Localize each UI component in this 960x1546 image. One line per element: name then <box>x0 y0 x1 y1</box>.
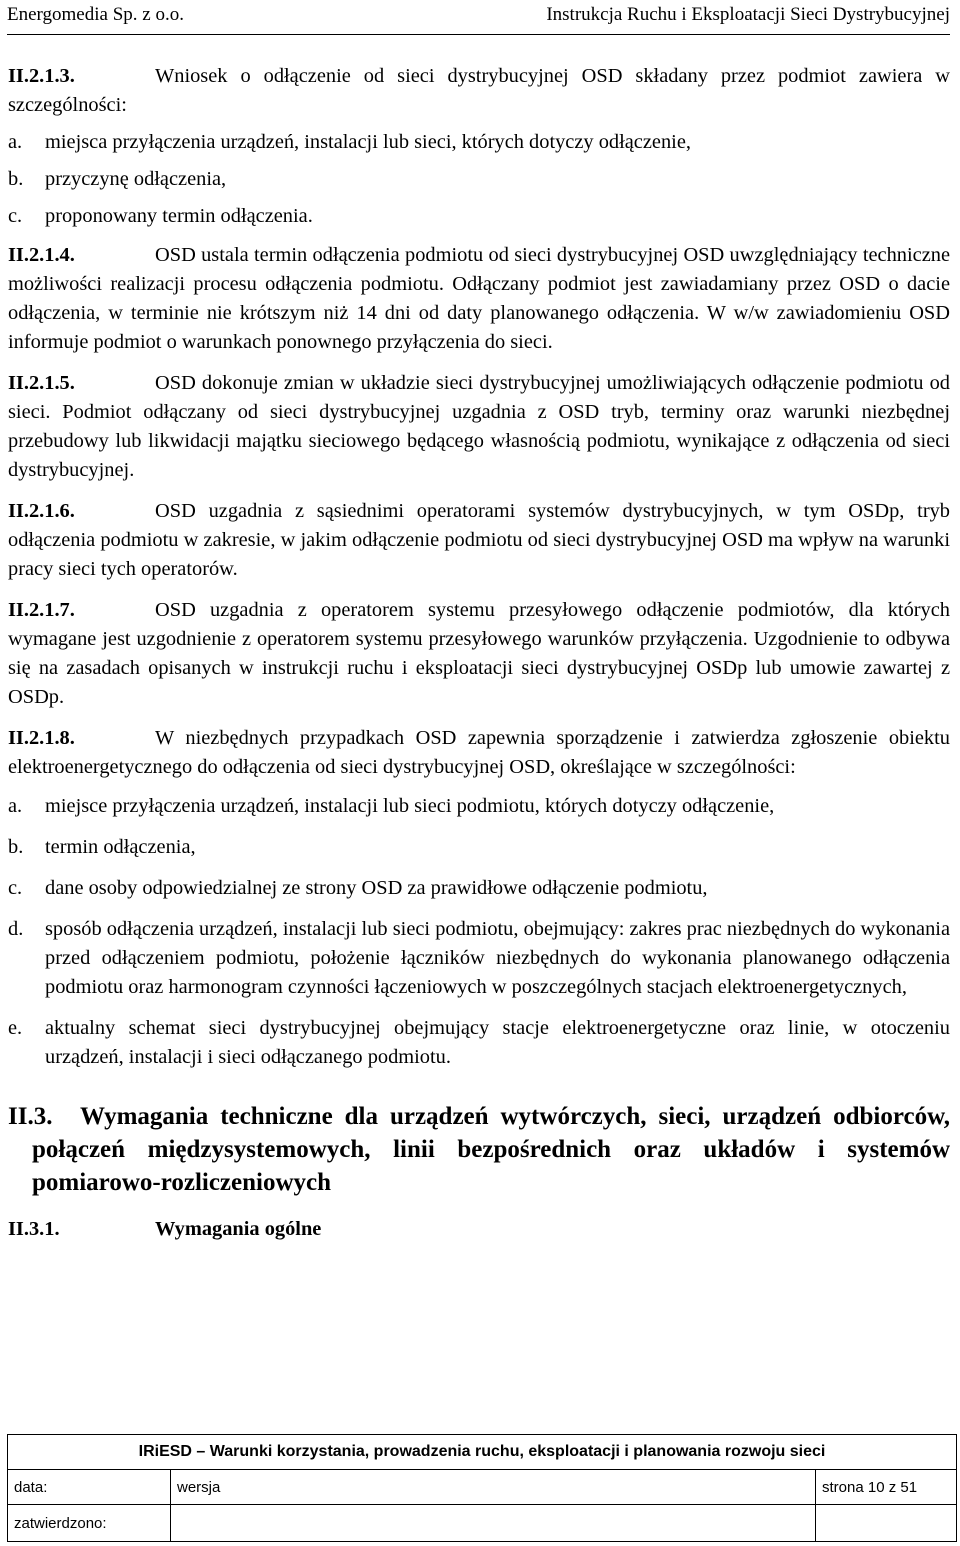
paragraph-text: OSD ustala termin odłączenia podmiotu od sieci dystrybucyjnej OSD uwzględniający techniczne możliwości realizacji procesu odłączenia podmiotu. Odłączany podmiot jest zawiadamiany przez OSD o dacie odłączenia, w terminie nie krótszym niż 14 dni od daty planowanego odłączenia. W w/w zawiadomieniu OSD informuje podmiot o warunkach ponownego przyłączenia do sieci. <box>8 244 950 353</box>
list-text: termin odłączenia, <box>45 836 196 858</box>
list-letter: c. <box>8 205 23 227</box>
list-letter: b. <box>8 168 24 190</box>
paragraph-text: OSD uzgadnia z operatorem systemu przesyłowego odłączenie podmiotów, dla których wymagane jest uzgodnienie z operatorem systemu przesyłowego warunków przyłączenia. Uzgodnienie to odbywa się na zasadach opisanych w instrukcji ruchu i eksploatacji sieci dystrybucyjnej OSDp lub umowie zawartej z OSDp. <box>8 599 950 708</box>
list-letter: a. <box>8 795 23 817</box>
list-text: sposób odłączenia urządzeń, instalacji lub sieci podmiotu, obejmujący: zakres prac niezbędnych do wykonania przed odłączeniem podmiotu, położenie łączników niezbędnych do wykonania planowanego odłączenia podmiotu oraz harmonogram czynności łączeniowych w poszczególnych stacjach elektroenergetycznych, <box>45 918 950 998</box>
header-document-title: Instrukcja Ruchu i Eksploatacji Sieci Dystrybucyjnej <box>546 4 950 25</box>
footer-title: IRiESD – Warunki korzystania, prowadzenia ruchu, eksploatacji i planowania rozwoju sieci <box>8 1435 957 1470</box>
list-item <box>8 915 950 1002</box>
list-text: miejsce przyłączenia urządzeń, instalacji lub sieci podmiotu, których dotyczy odłączenie, <box>45 795 775 817</box>
section-number: II.3. <box>8 1103 53 1130</box>
list-2-1-3 <box>8 128 950 231</box>
page-header <box>7 0 950 35</box>
paragraph-text: OSD uzgadnia z sąsiednimi operatorami systemów dystrybucyjnych, w tym OSDp, tryb odłączenia podmiotu w zakresie, w jakim odłączenie podmiotu od sieci dystrybucyjnej OSD ma wpływ na warunki pracy sieci tych operatorów. <box>8 500 950 580</box>
paragraph-number: II.2.1.5. <box>8 372 75 394</box>
list-item <box>8 202 950 231</box>
list-text: proponowany termin odłączenia. <box>45 205 313 227</box>
paragraph-2-1-4 <box>8 241 950 357</box>
paragraph-2-1-7 <box>8 596 950 712</box>
paragraph-text: W niezbędnych przypadkach OSD zapewnia sporządzenie i zatwierdza zgłoszenie obiektu elektroenergetycznego do odłączenia od sieci dystrybucyjnej OSD, określające w szczególności: <box>8 727 950 778</box>
footer-date-label: data: <box>8 1470 171 1505</box>
subsection-title-text: Wymagania ogólne <box>155 1218 322 1240</box>
list-item <box>8 792 950 821</box>
footer-page-number: strona 10 z 51 <box>816 1470 957 1505</box>
section-heading <box>8 1100 950 1199</box>
paragraph-number: II.2.1.3. <box>8 65 75 87</box>
list-item <box>8 1014 950 1072</box>
footer-empty-cell <box>816 1505 957 1542</box>
list-letter: b. <box>8 836 24 858</box>
list-item <box>8 874 950 903</box>
paragraph-2-1-5 <box>8 369 950 485</box>
list-letter: d. <box>8 918 24 940</box>
paragraph-number: II.2.1.8. <box>8 727 75 749</box>
list-item <box>8 128 950 157</box>
list-letter: e. <box>8 1017 23 1039</box>
paragraph-2-1-8 <box>8 724 950 782</box>
list-text: aktualny schemat sieci dystrybucyjnej obejmujący stacje elektroenergetyczne oraz linie, w otoczeniu urządzeń, instalacji i sieci odłączanego podmiotu. <box>45 1017 950 1068</box>
list-item <box>8 165 950 194</box>
paragraph-2-1-3 <box>8 62 950 120</box>
list-text: dane osoby odpowiedzialnej ze strony OSD za prawidłowe odłączenie podmiotu, <box>45 877 708 899</box>
paragraph-text: OSD dokonuje zmian w układzie sieci dystrybucyjnej umożliwiających odłączenie podmiotu od sieci. Podmiot odłączany od sieci dystrybucyjnej uzgadnia z OSD tryb, terminy oraz warunki niezbędnej przebudowy lub likwidacji majątku sieciowego będącego własnością podmiotu, wynikające z odłączenia od sieci dystrybucyjnej. <box>8 372 950 481</box>
subsection-heading <box>8 1215 950 1244</box>
subsection-number: II.3.1. <box>8 1218 60 1240</box>
footer-empty-cell <box>171 1505 816 1542</box>
list-text: przyczynę odłączenia, <box>45 168 227 190</box>
document-body <box>8 62 950 1244</box>
page-footer <box>7 1434 957 1542</box>
paragraph-2-1-6 <box>8 497 950 584</box>
list-2-1-8 <box>8 792 950 1072</box>
paragraph-text: Wniosek o odłączenie od sieci dystrybucyjnej OSD składany przez podmiot zawiera w szczególności: <box>8 65 950 116</box>
paragraph-number: II.2.1.7. <box>8 599 75 621</box>
list-letter: a. <box>8 131 23 153</box>
list-item <box>8 833 950 862</box>
list-letter: c. <box>8 877 23 899</box>
paragraph-number: II.2.1.4. <box>8 244 75 266</box>
footer-version-label: wersja <box>171 1470 816 1505</box>
section-title-text: Wymagania techniczne dla urządzeń wytwórczych, sieci, urządzeń odbiorców, połączeń międzysystemowych, linii bezpośrednich oraz układów i systemów pomiarowo-rozliczeniowych <box>32 1103 950 1196</box>
list-text: miejsca przyłączenia urządzeń, instalacji lub sieci, których dotyczy odłączenie, <box>45 131 691 153</box>
footer-approved-label: zatwierdzono: <box>8 1505 171 1542</box>
paragraph-number: II.2.1.6. <box>8 500 75 522</box>
header-company: Energomedia Sp. z o.o. <box>7 4 184 25</box>
